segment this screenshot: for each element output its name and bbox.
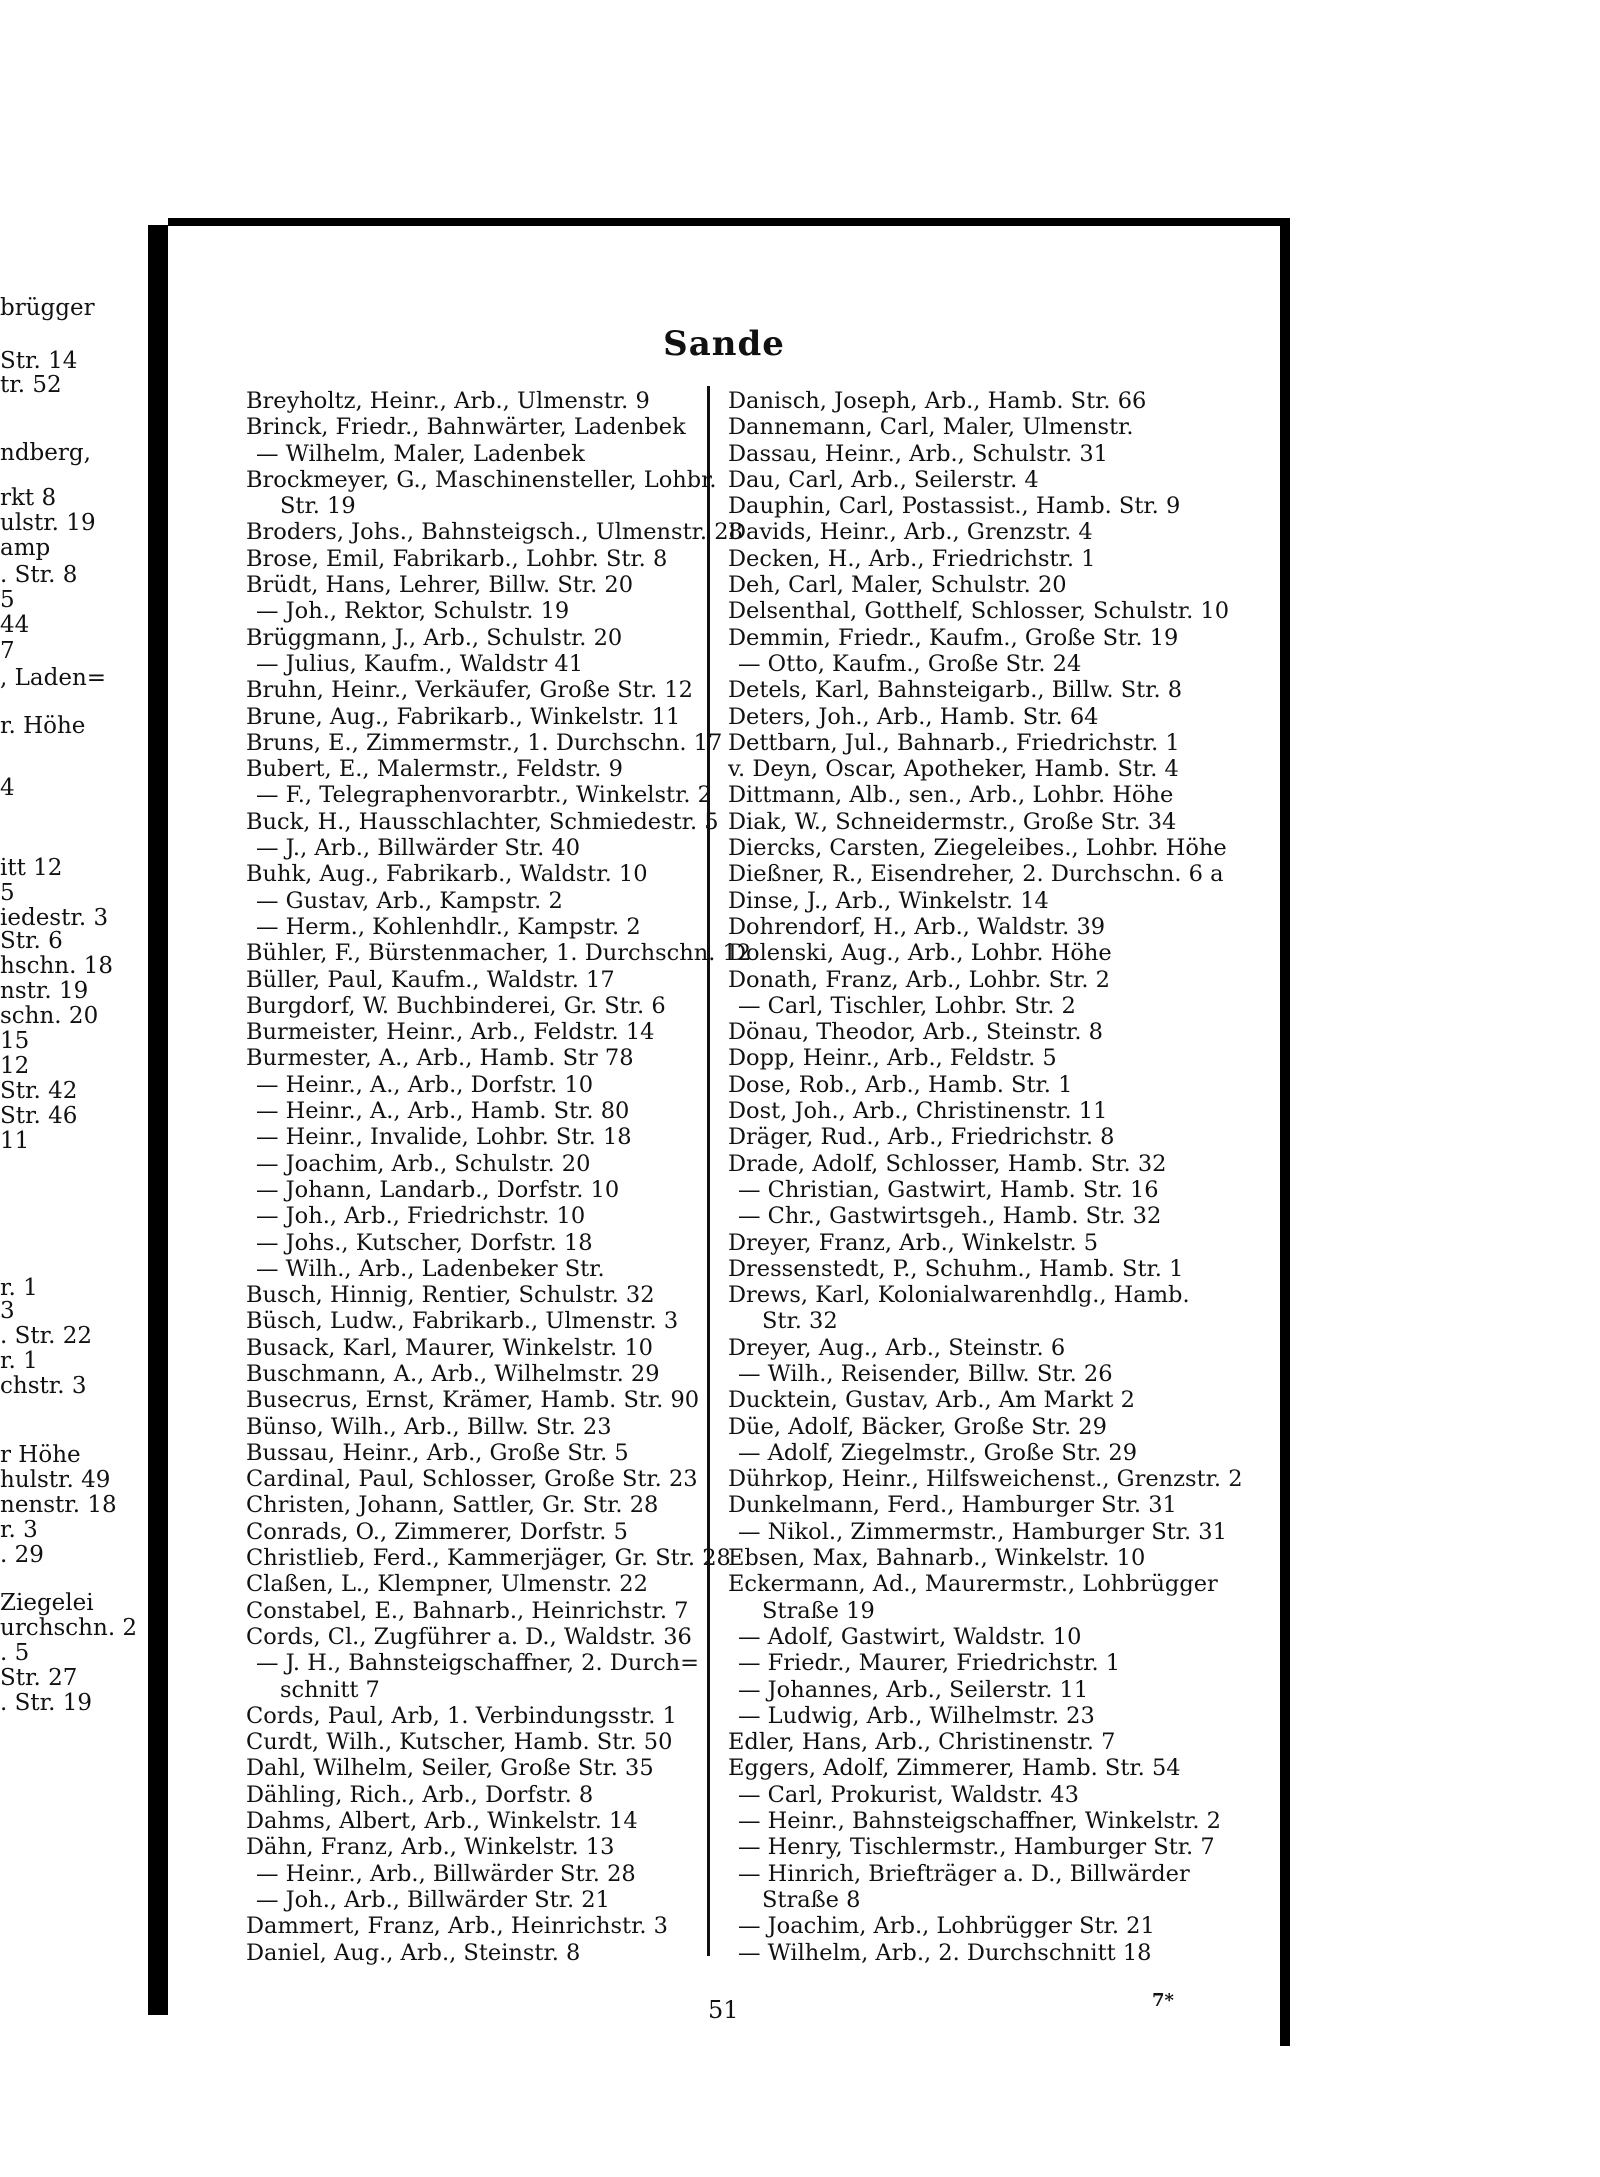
directory-entry: Straße 8 — [762, 1886, 861, 1913]
left-page-fragment — [0, 235, 150, 1995]
directory-entry: Decken, H., Arb., Friedrichstr. 1 — [728, 545, 1096, 572]
directory-entry: Bühler, F., Bürstenmacher, 1. Durchschn. 12 — [246, 940, 752, 967]
left-page-fragment-line: r. Höhe — [0, 713, 86, 739]
left-page-fragment-line: brügger — [0, 295, 95, 321]
directory-entry: Bruhn, Heinr., Verkäufer, Große Str. 12 — [246, 677, 693, 704]
directory-entry: Dinse, J., Arb., Winkelstr. 14 — [728, 887, 1049, 914]
directory-entry: — Hinrich, Briefträger a. D., Billwärder — [738, 1860, 1190, 1887]
left-page-fragment-line: amp — [0, 535, 51, 561]
directory-entry: Dohrendorf, H., Arb., Waldstr. 39 — [728, 913, 1106, 940]
left-page-fragment-line: , Laden= — [0, 665, 107, 691]
directory-entry: Dießner, R., Eisendreher, 2. Durchschn. 6 a — [728, 861, 1224, 888]
directory-entry: Deh, Carl, Maler, Schulstr. 20 — [728, 572, 1067, 599]
directory-entry: Dammert, Franz, Arb., Heinrichstr. 3 — [246, 1913, 668, 1940]
directory-entry: Dunkelmann, Ferd., Hamburger Str. 31 — [728, 1492, 1177, 1519]
directory-entry: Büller, Paul, Kaufm., Waldstr. 17 — [246, 966, 615, 993]
directory-entry: Edler, Hans, Arb., Christinenstr. 7 — [728, 1729, 1116, 1756]
directory-entry: Büsch, Ludw., Fabrikarb., Ulmenstr. 3 — [246, 1308, 679, 1335]
directory-entry: Busecrus, Ernst, Krämer, Hamb. Str. 90 — [246, 1387, 700, 1414]
directory-entry: Broders, Johs., Bahnsteigsch., Ulmenstr. 28 — [246, 519, 743, 546]
directory-entry: — Joachim, Arb., Schulstr. 20 — [256, 1150, 591, 1177]
left-page-fragment-line: . Str. 19 — [0, 1690, 92, 1716]
directory-entry: Cords, Cl., Zugführer a. D., Waldstr. 36 — [246, 1623, 692, 1650]
directory-entry: — Wilh., Reisender, Billw. Str. 26 — [738, 1360, 1113, 1387]
left-page-fragment-line: Str. 6 — [0, 928, 63, 954]
directory-entry: Busack, Karl, Maurer, Winkelstr. 10 — [246, 1334, 653, 1361]
directory-entry: Buschmann, A., Arb., Wilhelmstr. 29 — [246, 1360, 660, 1387]
directory-entry: — Wilh., Arb., Ladenbeker Str. — [256, 1255, 605, 1282]
left-page-fragment-line: nenstr. 18 — [0, 1492, 117, 1518]
left-page-fragment-line: r. 3 — [0, 1517, 38, 1543]
directory-entry: Busch, Hinnig, Rentier, Schulstr. 32 — [246, 1282, 655, 1309]
directory-entry: — Otto, Kaufm., Große Str. 24 — [738, 650, 1082, 677]
directory-entry: Ebsen, Max, Bahnarb., Winkelstr. 10 — [728, 1545, 1146, 1572]
directory-entry: Dähling, Rich., Arb., Dorfstr. 8 — [246, 1781, 594, 1808]
directory-entry: Dräger, Rud., Arb., Friedrichstr. 8 — [728, 1124, 1115, 1151]
directory-entry: — Friedr., Maurer, Friedrichstr. 1 — [738, 1650, 1121, 1677]
directory-entry: Brockmeyer, G., Maschinensteller, Lohbr. — [246, 466, 717, 493]
directory-entry: Cardinal, Paul, Schlosser, Große Str. 23 — [246, 1466, 698, 1493]
directory-entry: — Carl, Tischler, Lohbr. Str. 2 — [738, 992, 1076, 1019]
directory-entry: Dührkop, Heinr., Hilfsweichenst., Grenzstr. 2 — [728, 1466, 1243, 1493]
directory-entry: — Heinr., Invalide, Lohbr. Str. 18 — [256, 1124, 632, 1151]
directory-entry: Cords, Paul, Arb, 1. Verbindungsstr. 1 — [246, 1702, 677, 1729]
directory-entry: Drews, Karl, Kolonialwarenhdlg., Hamb. — [728, 1282, 1190, 1309]
directory-entry: Drade, Adolf, Schlosser, Hamb. Str. 32 — [728, 1150, 1167, 1177]
directory-entry: Conrads, O., Zimmerer, Dorfstr. 5 — [246, 1518, 628, 1545]
directory-entry: — Ludwig, Arb., Wilhelmstr. 23 — [738, 1702, 1095, 1729]
right-column — [728, 388, 1268, 1966]
directory-entry: Düe, Adolf, Bäcker, Große Str. 29 — [728, 1413, 1107, 1440]
directory-entry: Dönau, Theodor, Arb., Steinstr. 8 — [728, 1019, 1103, 1046]
directory-entry: Brinck, Friedr., Bahnwärter, Ladenbek — [246, 414, 686, 441]
left-page-fragment-line: nstr. 19 — [0, 978, 89, 1004]
page-heading: Sande — [663, 324, 785, 364]
book-spine — [148, 225, 168, 2015]
directory-entry: — Joh., Rektor, Schulstr. 19 — [256, 598, 570, 625]
directory-entry: Bruns, E., Zimmermstr., 1. Durchschn. 17 — [246, 729, 723, 756]
left-page-fragment-line: Str. 14 — [0, 348, 78, 374]
left-page-fragment-line: rkt 8 — [0, 485, 57, 511]
directory-entry: Dittmann, Alb., sen., Arb., Lohbr. Höhe — [728, 782, 1174, 809]
directory-entry: Christen, Johann, Sattler, Gr. Str. 28 — [246, 1492, 659, 1519]
directory-entry: Dauphin, Carl, Postassist., Hamb. Str. 9 — [728, 493, 1181, 520]
left-page-fragment-line: iedestr. 3 — [0, 905, 109, 931]
directory-entry: Dähn, Franz, Arb., Winkelstr. 13 — [246, 1834, 615, 1861]
directory-entry: Brune, Aug., Fabrikarb., Winkelstr. 11 — [246, 703, 681, 730]
directory-entry: Dopp, Heinr., Arb., Feldstr. 5 — [728, 1045, 1057, 1072]
directory-entry: v. Deyn, Oscar, Apotheker, Hamb. Str. 4 — [728, 756, 1179, 783]
directory-entry: Dassau, Heinr., Arb., Schulstr. 31 — [728, 440, 1108, 467]
directory-entry: Buck, H., Hausschlachter, Schmiedestr. 5 — [246, 808, 719, 835]
directory-entry: Danisch, Joseph, Arb., Hamb. Str. 66 — [728, 388, 1147, 414]
directory-entry: Str. 19 — [280, 493, 356, 520]
directory-entry: Diercks, Carsten, Ziegeleibes., Lohbr. Höhe — [728, 835, 1227, 862]
directory-entry: — Joachim, Arb., Lohbrügger Str. 21 — [738, 1913, 1155, 1940]
directory-entry: Dahms, Albert, Arb., Winkelstr. 14 — [246, 1808, 638, 1835]
left-page-fragment-line: Str. 42 — [0, 1078, 78, 1104]
directory-entry: Deters, Joh., Arb., Hamb. Str. 64 — [728, 703, 1099, 730]
directory-entry: — Joh., Arb., Friedrichstr. 10 — [256, 1203, 586, 1230]
directory-entry: Burgdorf, W. Buchbinderei, Gr. Str. 6 — [246, 992, 666, 1019]
directory-entry: — Joh., Arb., Billwärder Str. 21 — [256, 1886, 610, 1913]
directory-page — [168, 218, 1290, 2046]
directory-entry: Bussau, Heinr., Arb., Große Str. 5 — [246, 1439, 629, 1466]
left-page-fragment-line: . Str. 8 — [0, 562, 78, 588]
left-column — [246, 388, 786, 1966]
left-page-fragment-line: . Str. 22 — [0, 1323, 92, 1349]
left-page-fragment-line: itt 12 — [0, 855, 63, 881]
left-page-fragment-line: 5 — [0, 880, 15, 906]
directory-entry: Dreyer, Franz, Arb., Winkelstr. 5 — [728, 1229, 1099, 1256]
directory-entry: Dressenstedt, P., Schuhm., Hamb. Str. 1 — [728, 1255, 1184, 1282]
directory-entry: schnitt 7 — [280, 1676, 380, 1703]
directory-entry: Demmin, Friedr., Kaufm., Große Str. 19 — [728, 624, 1179, 651]
directory-entry: — Adolf, Gastwirt, Waldstr. 10 — [738, 1623, 1082, 1650]
directory-entry: — Adolf, Ziegelmstr., Große Str. 29 — [738, 1439, 1138, 1466]
directory-entry: — Heinr., A., Arb., Dorfstr. 10 — [256, 1071, 594, 1098]
directory-entry: — Gustav, Arb., Kampstr. 2 — [256, 887, 563, 914]
left-page-fragment-line: 3 — [0, 1298, 15, 1324]
directory-entry: Dahl, Wilhelm, Seiler, Große Str. 35 — [246, 1755, 654, 1782]
left-page-fragment-line: schn. 20 — [0, 1003, 99, 1029]
directory-entry: Eckermann, Ad., Maurermstr., Lohbrügger — [728, 1571, 1218, 1598]
directory-entry: — Julius, Kaufm., Waldstr 41 — [256, 650, 584, 677]
left-page-fragment-line: urchschn. 2 — [0, 1615, 138, 1641]
directory-entry: Dau, Carl, Arb., Seilerstr. 4 — [728, 466, 1039, 493]
left-page-fragment-line: hschn. 18 — [0, 953, 114, 979]
directory-entry: — Henry, Tischlermstr., Hamburger Str. 7 — [738, 1834, 1215, 1861]
page-number: 51 — [708, 1996, 739, 2024]
directory-entry: Dreyer, Aug., Arb., Steinstr. 6 — [728, 1334, 1066, 1361]
directory-entry: — Johannes, Arb., Seilerstr. 11 — [738, 1676, 1089, 1703]
directory-entry: — Wilhelm, Arb., 2. Durchschnitt 18 — [738, 1939, 1152, 1966]
left-page-fragment-line: r. 1 — [0, 1348, 38, 1374]
left-page-fragment-line: . 5 — [0, 1640, 30, 1666]
directory-entry: Detels, Karl, Bahnsteigarb., Billw. Str. 8 — [728, 677, 1183, 704]
directory-entry: Eggers, Adolf, Zimmerer, Hamb. Str. 54 — [728, 1755, 1181, 1782]
directory-entry: Brose, Emil, Fabrikarb., Lohbr. Str. 8 — [246, 545, 668, 572]
directory-entry: Str. 32 — [762, 1308, 838, 1335]
left-page-fragment-line: ulstr. 19 — [0, 510, 96, 536]
directory-entry: Dettbarn, Jul., Bahnarb., Friedrichstr. 1 — [728, 729, 1180, 756]
left-page-fragment-line: 4 — [0, 775, 15, 801]
directory-entry: Brüdt, Hans, Lehrer, Billw. Str. 20 — [246, 572, 634, 599]
directory-entry: — Herm., Kohlenhdlr., Kampstr. 2 — [256, 913, 641, 940]
directory-entry: Diak, W., Schneidermstr., Große Str. 34 — [728, 808, 1177, 835]
left-page-fragment-line: r. 1 — [0, 1275, 38, 1301]
left-page-fragment-line: . 29 — [0, 1542, 44, 1568]
directory-entry: Brüggmann, J., Arb., Schulstr. 20 — [246, 624, 623, 651]
directory-entry: Ducktein, Gustav, Arb., Am Markt 2 — [728, 1387, 1135, 1414]
directory-entry: Buhk, Aug., Fabrikarb., Waldstr. 10 — [246, 861, 648, 888]
directory-entry: Breyholtz, Heinr., Arb., Ulmenstr. 9 — [246, 388, 650, 414]
directory-entry: — Heinr., Bahnsteigschaffner, Winkelstr. 2 — [738, 1808, 1221, 1835]
left-page-fragment-line: Ziegelei — [0, 1590, 94, 1616]
directory-entry: Bubert, E., Malermstr., Feldstr. 9 — [246, 756, 623, 783]
directory-entry: — Nikol., Zimmermstr., Hamburger Str. 31 — [738, 1518, 1227, 1545]
directory-entry: Dolenski, Aug., Arb., Lohbr. Höhe — [728, 940, 1112, 967]
directory-entry: Burmeister, Heinr., Arb., Feldstr. 14 — [246, 1019, 655, 1046]
left-page-fragment-line: 11 — [0, 1128, 30, 1154]
left-page-fragment-line: ndberg, — [0, 440, 91, 466]
directory-entry: Burmester, A., Arb., Hamb. Str 78 — [246, 1045, 634, 1072]
left-page-fragment-line: 15 — [0, 1028, 30, 1054]
directory-entry: Christlieb, Ferd., Kammerjäger, Gr. Str. 28 — [246, 1545, 731, 1572]
signature-mark: 7* — [1152, 1990, 1174, 2011]
directory-entry: Curdt, Wilh., Kutscher, Hamb. Str. 50 — [246, 1729, 673, 1756]
directory-entry: Daniel, Aug., Arb., Steinstr. 8 — [246, 1939, 581, 1966]
directory-entry: — Wilhelm, Maler, Ladenbek — [256, 440, 585, 467]
left-page-fragment-line: 44 — [0, 612, 30, 638]
left-page-fragment-line: 7 — [0, 638, 15, 664]
directory-entry: Donath, Franz, Arb., Lohbr. Str. 2 — [728, 966, 1110, 993]
directory-entry: — Heinr., Arb., Billwärder Str. 28 — [256, 1860, 636, 1887]
directory-entry: — J., Arb., Billwärder Str. 40 — [256, 835, 581, 862]
directory-entry: Delsenthal, Gotthelf, Schlosser, Schulstr. 10 — [728, 598, 1230, 625]
directory-entry: Davids, Heinr., Arb., Grenzstr. 4 — [728, 519, 1093, 546]
directory-entry: — Carl, Prokurist, Waldstr. 43 — [738, 1781, 1079, 1808]
directory-entry: — Johann, Landarb., Dorfstr. 10 — [256, 1176, 620, 1203]
left-page-fragment-line: Str. 46 — [0, 1103, 78, 1129]
directory-entry: — Heinr., A., Arb., Hamb. Str. 80 — [256, 1098, 630, 1125]
directory-entry: Dose, Rob., Arb., Hamb. Str. 1 — [728, 1071, 1073, 1098]
directory-entry: — Johs., Kutscher, Dorfstr. 18 — [256, 1229, 593, 1256]
directory-entry: — J. H., Bahnsteigschaffner, 2. Durch= — [256, 1650, 700, 1677]
directory-entry: Dost, Joh., Arb., Christinenstr. 11 — [728, 1098, 1108, 1125]
directory-entry: Claßen, L., Klempner, Ulmenstr. 22 — [246, 1571, 648, 1598]
directory-entry: — Chr., Gastwirtsgeh., Hamb. Str. 32 — [738, 1203, 1162, 1230]
left-page-fragment-line: r Höhe — [0, 1442, 81, 1468]
left-page-fragment-line: hulstr. 49 — [0, 1467, 111, 1493]
left-page-fragment-line: Str. 27 — [0, 1665, 78, 1691]
left-page-fragment-line: 5 — [0, 587, 15, 613]
directory-entry: Straße 19 — [762, 1597, 875, 1624]
directory-entry: Dannemann, Carl, Maler, Ulmenstr. — [728, 414, 1134, 441]
directory-entry: — Christian, Gastwirt, Hamb. Str. 16 — [738, 1176, 1159, 1203]
directory-entry: Constabel, E., Bahnarb., Heinrichstr. 7 — [246, 1597, 689, 1624]
directory-entry: — F., Telegraphenvorarbtr., Winkelstr. 2 — [256, 782, 712, 809]
left-page-fragment-line: chstr. 3 — [0, 1373, 87, 1399]
left-page-fragment-line: 12 — [0, 1053, 30, 1079]
directory-entry: Bünso, Wilh., Arb., Billw. Str. 23 — [246, 1413, 612, 1440]
left-page-fragment-line: tr. 52 — [0, 372, 62, 398]
